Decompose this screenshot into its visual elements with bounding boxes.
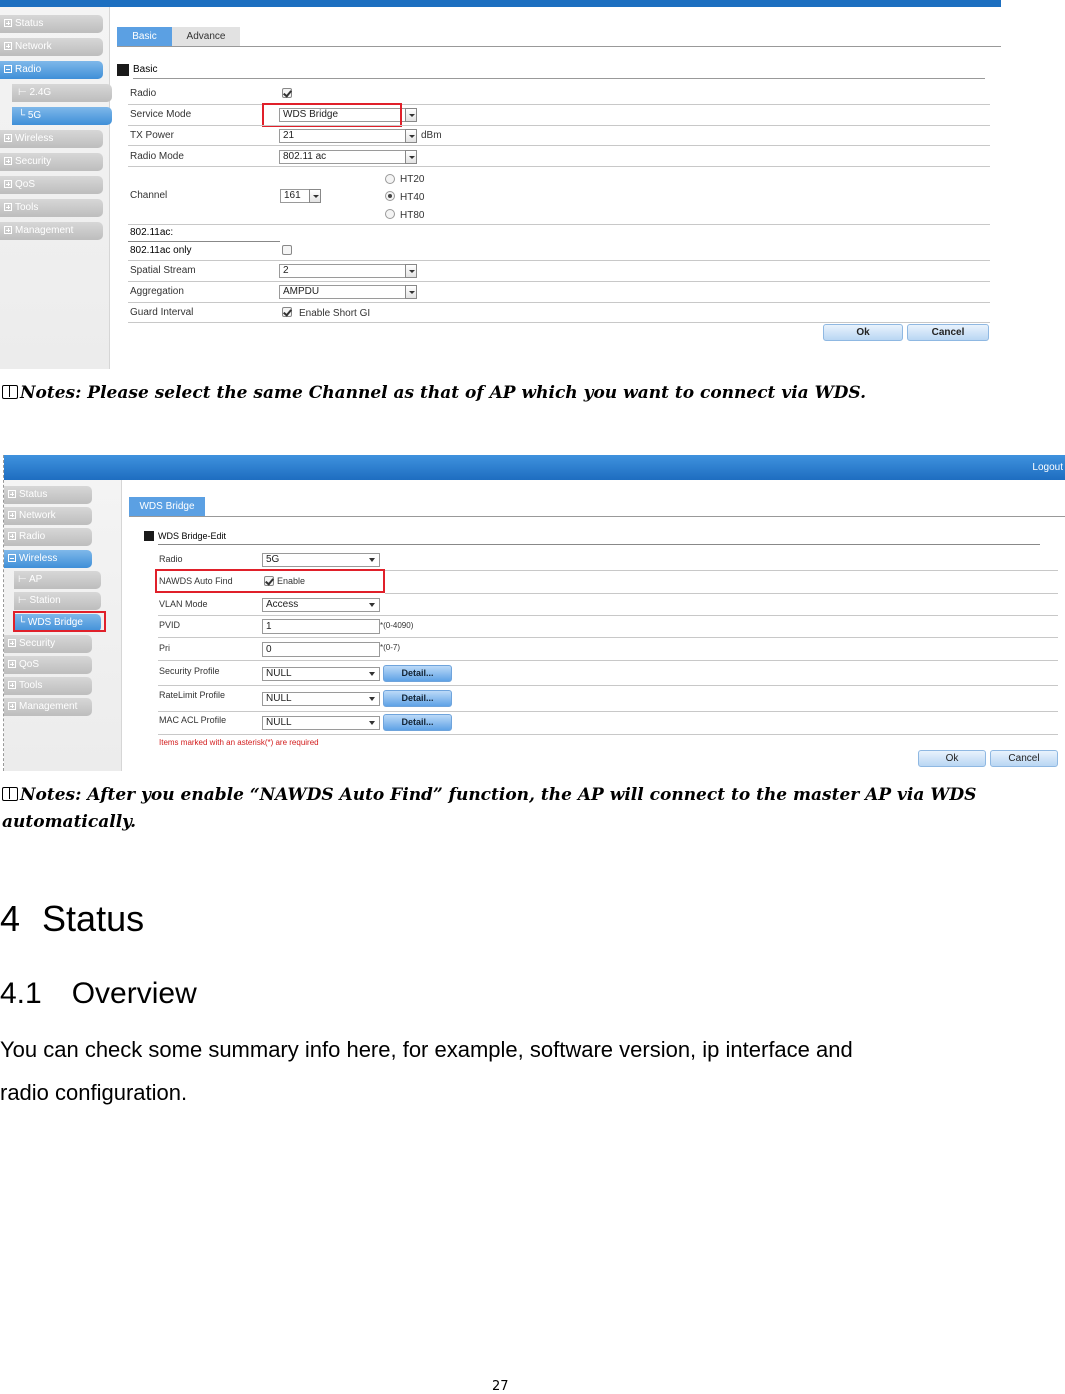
ht80-radio[interactable] [385,209,395,219]
nav-label: Wireless [15,133,54,144]
expand-icon [8,532,16,540]
ratelimit-profile-select[interactable] [262,692,380,706]
select-value: 5G [266,554,280,565]
tab-advance[interactable]: Advance [172,27,240,46]
nav-label: Security [19,638,56,649]
radio-mode-select[interactable] [279,150,417,164]
nav-security[interactable] [0,153,103,171]
select-value: WDS Bridge [283,109,339,120]
tree-branch-icon: └ [18,110,28,121]
expand-icon [4,203,12,211]
note-1 [2,380,1062,407]
dropdown-arrow-icon [369,603,375,607]
nav-radio-5g[interactable] [12,107,112,125]
ok-button[interactable]: Ok [918,750,986,767]
radio-5g-config-screenshot [0,0,1001,369]
row-divider [158,615,1058,616]
collapse-icon [8,554,16,562]
row-divider [158,637,1058,638]
nav-label: QoS [19,659,40,670]
dropdown-arrow-icon [405,129,417,143]
label-radio-mode: Radio Mode [130,151,184,162]
nav-label: 2.4G [29,87,52,98]
select-value: Access [266,599,299,610]
select-value: NULL [266,717,292,728]
security-detail-button[interactable]: Detail... [383,665,452,682]
label-80211ac: 802.11ac: [130,227,174,238]
nav-label: Radio [15,64,42,75]
nav-label: Network [15,41,52,52]
subsection-heading [0,977,197,1011]
row-divider [128,281,990,282]
row-divider [128,166,990,167]
tree-branch-icon: ⊢ [18,87,30,98]
paragraph-line: You can check some summary info here, for example, software version, ip interface and [0,1037,853,1062]
highlight-box [262,103,402,127]
nav-radio-2-4g[interactable] [12,84,112,102]
label-nawds-auto-find: NAWDS Auto Find [159,576,233,586]
expand-icon [8,639,16,647]
nav-label: Tools [19,680,43,691]
subsection-number: 4.1 [0,977,42,1010]
tx-power-unit: dBm [421,130,442,141]
ht20-radio[interactable] [385,174,395,184]
required-note: Items marked with an asterisk(*) are required [159,738,319,747]
nav-status[interactable] [0,15,103,33]
short-gi-checkbox[interactable] [282,307,292,317]
ht20-label: HT20 [400,174,425,185]
note-1-text: Notes: Please select the same Channel as that of AP which you want to connect via WDS. [20,383,867,403]
nav-tools[interactable] [4,677,92,695]
section-marker-icon [117,64,129,76]
ac-only-checkbox[interactable] [282,245,292,255]
tree-branch-icon: └ [18,617,28,628]
section-title: Status [42,898,145,939]
nawds-enable-label: Enable [277,576,306,586]
section-heading [0,898,144,940]
section-title: Basic [133,64,158,75]
note-2-line-1 [2,782,1062,809]
collapse-icon [4,65,12,73]
nav-label: Status [15,18,44,29]
nav-wireless[interactable] [4,550,92,568]
tab-wds-bridge[interactable]: WDS Bridge [129,497,205,516]
expand-icon [8,490,16,498]
row-divider [128,260,990,261]
label-radio: Radio [159,554,183,564]
select-value: 21 [283,130,295,141]
nav-label: AP [28,574,43,585]
select-value: NULL [266,668,292,679]
ht40-label: HT40 [400,192,425,203]
expand-icon [4,42,12,50]
tree-branch-icon: ⊢ [18,595,30,606]
row-divider [128,224,990,225]
expand-icon [8,660,16,668]
tab-basic[interactable]: Basic [117,27,172,46]
dropdown-arrow-icon [405,150,417,164]
pvid-input[interactable]: 1 [262,619,380,634]
book-icon [2,787,18,801]
expand-icon [4,226,12,234]
row-divider [128,145,990,146]
ratelimit-detail-button[interactable]: Detail... [383,690,452,707]
select-value: 802.11 ac [283,151,327,162]
nav-label: Security [15,156,52,167]
nav-label: Wireless [19,553,58,564]
dropdown-arrow-icon [369,721,375,725]
row-divider [128,322,990,323]
label-ratelimit-profile: RateLimit Profile [159,690,226,700]
row-divider [158,711,1058,712]
highlight-box [13,611,106,632]
highlight-box [155,569,385,593]
expand-icon [4,134,12,142]
nav-label: QoS [15,179,36,190]
nav-qos[interactable] [0,176,103,194]
select-value: 2 [283,265,289,276]
nav-management[interactable] [0,222,103,240]
cancel-button[interactable]: Cancel [907,324,989,341]
book-icon [2,385,18,399]
ac-underline [128,241,280,242]
nav-label: Management [15,225,74,236]
nav-label: WDS Bridge [27,617,83,628]
section-marker-icon [144,531,154,541]
dropdown-arrow-icon [369,697,375,701]
tab-underline [117,46,1001,47]
paragraph-line: radio configuration. [0,1080,188,1105]
nav-label: Status [19,489,48,500]
dropdown-arrow-icon [369,558,375,562]
security-profile-select[interactable] [262,667,380,681]
top-banner [0,0,1001,7]
dropdown-arrow-icon [405,285,417,299]
note-2 [2,782,1062,836]
top-header-bar [4,455,1065,480]
label-ac-only: 802.11ac only [130,245,192,256]
label-pvid: PVID [159,620,181,630]
wds-bridge-edit-screenshot [3,455,1065,771]
row-divider [128,104,990,105]
nav-network[interactable] [0,38,103,56]
tx-power-select[interactable] [279,129,417,143]
nav-status[interactable] [4,486,92,504]
section-title: WDS Bridge-Edit [158,531,227,541]
section-line [133,78,985,79]
nav-label: Tools [15,202,39,213]
label-service-mode: Service Mode [130,109,192,120]
expand-icon [8,702,16,710]
tab-underline [129,516,1065,517]
dropdown-arrow-icon [405,264,417,278]
nav-label: Management [19,701,78,712]
label-guard-interval: Guard Interval [130,307,194,318]
row-divider [128,302,990,303]
mac-acl-detail-button[interactable]: Detail... [383,714,452,731]
dropdown-arrow-icon [369,672,375,676]
label-mac-acl-profile: MAC ACL Profile [159,715,227,725]
dropdown-arrow-icon [405,108,417,122]
note-2-text: Notes: After you enable “NAWDS Auto Find” function, the AP will connect to the master AP via WDS [20,785,977,805]
select-value: NULL [266,693,292,704]
label-tx-power: TX Power [130,130,174,141]
short-gi-label: Enable Short GI [299,308,371,319]
ht40-radio[interactable] [385,191,395,201]
section-line [158,544,1040,545]
nav-radio[interactable] [4,528,92,546]
expand-icon [4,180,12,188]
nav-network[interactable] [4,507,92,525]
section-number: 4 [0,898,21,939]
nav-tools[interactable] [0,199,103,217]
label-pri: Pri [159,643,170,653]
overview-paragraph [0,1028,1060,1114]
label-channel: Channel [130,190,168,201]
channel-select[interactable] [280,189,321,203]
label-vlan-mode: VLAN Mode [159,599,208,609]
label-radio: Radio [130,88,157,99]
spatial-stream-select[interactable] [279,264,417,278]
row-divider [158,734,1058,735]
cancel-button[interactable]: Cancel [990,750,1058,767]
nav-label: Radio [19,531,46,542]
row-divider [158,685,1058,686]
expand-icon [8,511,16,519]
ht80-label: HT80 [400,210,425,221]
nav-wireless-ap[interactable] [14,571,101,589]
select-value: AMPDU [283,286,320,297]
expand-icon [4,157,12,165]
logout-link[interactable]: Logout [1032,462,1063,473]
expand-icon [8,681,16,689]
dropdown-arrow-icon [309,189,321,203]
nav-label: Station [29,595,61,606]
mac-acl-profile-select[interactable] [262,716,380,730]
nav-qos[interactable] [4,656,92,674]
ok-button[interactable]: Ok [823,324,903,341]
pri-input[interactable]: 0 [262,642,380,657]
note-2-line-2: automatically. [2,812,137,832]
nav-management[interactable] [4,698,92,716]
label-aggregation: Aggregation [130,286,184,297]
radio-enable-checkbox[interactable] [282,88,292,98]
row-divider [158,660,1058,661]
select-value: 161 [284,190,301,201]
nav-radio[interactable] [0,61,103,79]
row-divider [128,125,990,126]
nav-label: Network [19,510,56,521]
label-security-profile: Security Profile [159,666,220,676]
nav-wireless[interactable] [0,130,103,148]
expand-icon [4,19,12,27]
pri-hint: *(0-7) [380,643,401,652]
tree-branch-icon: ⊢ [18,574,29,585]
radio-select[interactable] [262,553,380,567]
nav-wireless-station[interactable] [14,592,101,610]
pvid-hint: *(0-4090) [380,621,414,630]
label-spatial-stream: Spatial Stream [130,265,196,276]
subsection-title: Overview [71,977,197,1010]
nav-security[interactable] [4,635,92,653]
nav-label: 5G [27,110,42,121]
aggregation-select[interactable] [279,285,417,299]
vlan-mode-select[interactable] [262,598,380,612]
page-number: 27 [492,1379,509,1394]
row-divider [385,593,1058,594]
